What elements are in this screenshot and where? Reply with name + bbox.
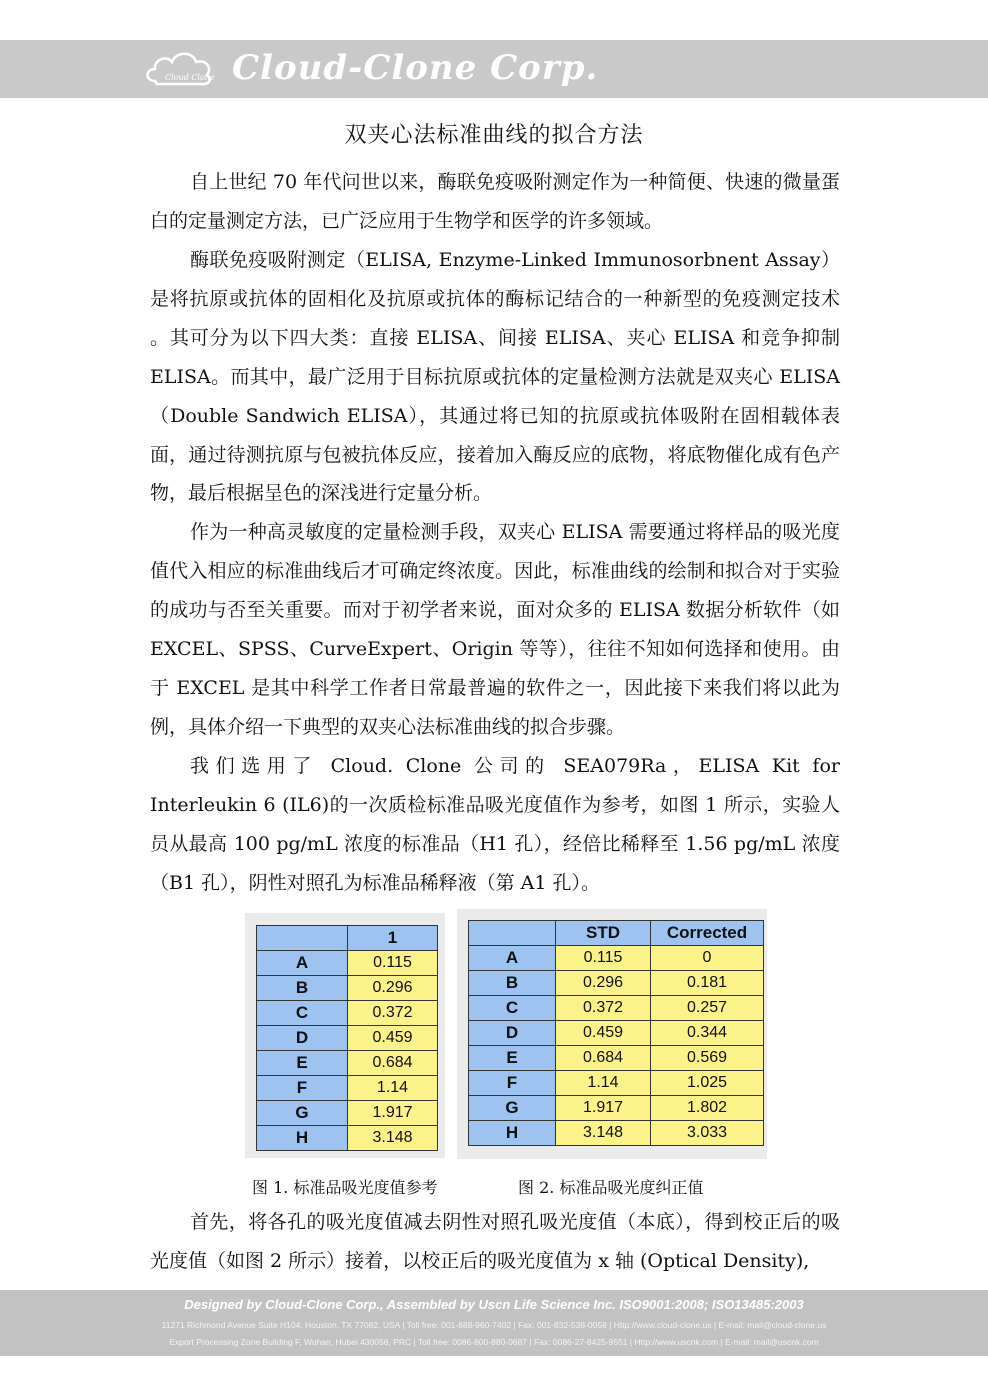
cloud-logo-icon <box>143 47 217 91</box>
table-row <box>469 971 764 996</box>
table-row <box>469 1096 764 1121</box>
table-header-cell <box>469 921 556 946</box>
figure-1-caption: 图 1. 标准品吸光度值参考 <box>252 1178 438 1197</box>
value-cell: 0.344 <box>651 1021 764 1046</box>
value-cell: 1.025 <box>651 1071 764 1096</box>
table-row <box>469 1021 764 1046</box>
table-row <box>469 1121 764 1146</box>
value-cell: 0.684 <box>556 1046 651 1071</box>
row-label-cell: H <box>469 1121 556 1146</box>
figure-2-caption: 图 2. 标准品吸光度纠正值 <box>518 1178 704 1197</box>
table-row <box>469 946 764 971</box>
table-header-row <box>469 921 764 946</box>
table-row <box>469 996 764 1021</box>
table-header-cell: 1 <box>348 926 438 951</box>
paragraph-2: 酶联免疫吸附测定（ELISA, Enzyme-Linked Immunosorbnent Assay）是将抗原或抗体的固相化及抗原或抗体的酶标记结合的一种新型的免疫测定技术 。其可分为以下四大类：直接 ELISA、间接 ELISA、夹心 ELISA 和竞争抑制 ELISA。而其中，最广泛用于目标抗原或抗体的定量检测方法就是双夹心 ELISA（Double Sandwich ELISA），其通过将已知的抗原或抗体吸附在固相载体表面，通过待测抗原与包被抗体反应，接着加入酶反应的底物，将底物催化成有色产物，最后根据呈色的深浅进行定量分析。 <box>150 249 840 505</box>
row-label-cell: F <box>469 1071 556 1096</box>
table-header-cell: Corrected <box>651 921 764 946</box>
table-row <box>257 1101 438 1126</box>
table-row <box>257 1126 438 1151</box>
value-cell: 0.372 <box>348 1001 438 1026</box>
value-cell: 0.296 <box>556 971 651 996</box>
value-cell: 0.115 <box>348 951 438 976</box>
paragraph-3: 作为一种高灵敏度的定量检测手段，双夹心 ELISA 需要通过将样品的吸光度值代入相应的标准曲线后才可确定终浓度。因此，标准曲线的绘制和拟合对于实验的成功与否至关重要。而对于初学者来说，面对众多的 ELISA 数据分析软件（如 EXCEL、SPSS、CurveExpert、Origin 等等），往往不知如何选择和使用。由于 EXCEL 是其中科学工作者日常最普遍的软件之一，因此接下来我们将以此为例，具体介绍一下典型的双夹心法标准曲线的拟合步骤。 <box>150 521 840 738</box>
value-cell: 3.148 <box>348 1126 438 1151</box>
table-row <box>257 976 438 1001</box>
value-cell: 1.917 <box>556 1096 651 1121</box>
paragraph-1: 自上世纪 70 年代问世以来，酶联免疫吸附测定作为一种简便、快速的微量蛋白的定量测定方法，已广泛应用于生物学和医学的许多领域。 <box>150 171 840 232</box>
value-cell: 0.296 <box>348 976 438 1001</box>
value-cell: 1.802 <box>651 1096 764 1121</box>
table-row <box>469 1071 764 1096</box>
value-cell: 1.14 <box>348 1076 438 1101</box>
row-label-cell: G <box>469 1096 556 1121</box>
value-cell: 0.569 <box>651 1046 764 1071</box>
table-row <box>257 1051 438 1076</box>
value-cell: 3.148 <box>556 1121 651 1146</box>
value-cell: 3.033 <box>651 1121 764 1146</box>
paragraph-4: 我们选用了 Cloud. Clone 公司的 SEA079Ra，ELISA Kit for Interleukin 6 (IL6)的一次质检标准品吸光度值作为参考，如图 1 所示，实验人员从最高 100 pg/mL 浓度的标准品（H1 孔），经倍比稀释至 1.56 pg/mL 浓度（B1 孔），阴性对照孔为标准品稀释液（第 A1 孔）。 <box>150 755 840 894</box>
row-label-cell: C <box>257 1001 348 1026</box>
table-header-cell: STD <box>556 921 651 946</box>
row-label-cell: F <box>257 1076 348 1101</box>
value-cell: 0.459 <box>348 1026 438 1051</box>
row-label-cell: H <box>257 1126 348 1151</box>
company-name: Cloud-Clone Corp. <box>232 48 599 88</box>
paragraph-5: 首先，将各孔的吸光度值减去阴性对照孔吸光度值（本底），得到校正后的吸光度值（如图 2 所示）接着，以校正后的吸光度值为 x 轴 (Optical Density), <box>150 1211 840 1272</box>
row-label-cell: A <box>469 946 556 971</box>
value-cell: 0.459 <box>556 1021 651 1046</box>
logo-text: Cloud Clone <box>165 73 215 82</box>
value-cell: 0.684 <box>348 1051 438 1076</box>
document-title: 双夹心法标准曲线的拟合方法 <box>344 123 644 148</box>
footer-credit: Designed by Cloud-Clone Corp., Assembled by Uscn Life Science Inc. ISO9001:2008; ISO13485:2003 <box>184 1297 804 1312</box>
value-cell: 1.917 <box>348 1101 438 1126</box>
table-row <box>257 951 438 976</box>
value-cell: 0.257 <box>651 996 764 1021</box>
table-header-row <box>257 926 438 951</box>
table-row <box>257 1001 438 1026</box>
absorbance-table <box>256 925 438 1151</box>
table-row <box>257 1076 438 1101</box>
row-label-cell: A <box>257 951 348 976</box>
row-label-cell: E <box>469 1046 556 1071</box>
row-label-cell: E <box>257 1051 348 1076</box>
row-label-cell: C <box>469 996 556 1021</box>
row-label-cell: G <box>257 1101 348 1126</box>
value-cell: 0.372 <box>556 996 651 1021</box>
value-cell: 0.181 <box>651 971 764 996</box>
corrected-absorbance-table <box>468 920 764 1146</box>
footer-address-us: 11271 Richmond Avenue Suite H104, Houston, TX 77082, USA | Toll free: 001-888-960-7402 | Fax: 001-832-538-0058 | Http://www.cloud-clone.us | E-mail: mail@cloud-clone.us <box>161 1320 827 1330</box>
row-label-cell: D <box>257 1026 348 1051</box>
footer-address-cn: Export Processing Zone Building F, Wuhan, Hubei 430056, PRC | Toll free: 0086-800-880-0687 | Fax: 0086-27-8425-9551 | Http://www.uscnk.com | E-mail: mail@uscnk.com <box>169 1337 819 1347</box>
table-header-cell <box>257 926 348 951</box>
value-cell: 1.14 <box>556 1071 651 1096</box>
table-row <box>257 1026 438 1051</box>
value-cell: 0 <box>651 946 764 971</box>
value-cell: 0.115 <box>556 946 651 971</box>
row-label-cell: B <box>469 971 556 996</box>
table-row <box>469 1046 764 1071</box>
row-label-cell: B <box>257 976 348 1001</box>
row-label-cell: D <box>469 1021 556 1046</box>
